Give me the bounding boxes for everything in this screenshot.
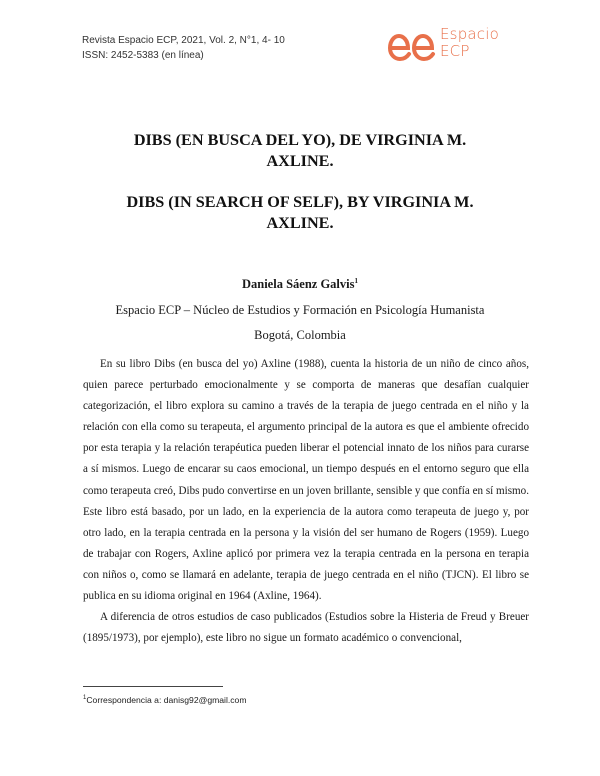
title-spanish [80,130,520,172]
ee-logo-mark-icon [388,31,438,65]
title-english-line-2: AXLINE. [266,214,334,232]
affiliation-location: Bogotá, Colombia [254,328,346,342]
espacio-ecp-logo [388,26,528,70]
logo-line-1: Espacio [440,25,499,43]
footnote-text: Correspondencia a: danisg92@gmail.com [86,695,247,705]
title-english-line-1: DIBS (IN SEARCH OF SELF), BY VIRGINIA M. [126,193,474,211]
paragraph: A diferencia de otros estudios de caso publicados (Estudios sobre la Histeria de Freud y Breuer (1895/1973), por ejemplo), este libro no sigue un formato académico o convencional, [83,611,529,645]
journal-citation: Revista Espacio ECP, 2021, Vol. 2, N°1, 4- 10 [82,35,285,46]
title-spanish-line-2: AXLINE. [266,152,334,170]
footnote [83,695,247,705]
footnote-mark: 1 [83,695,87,702]
logo-line-2: ECP [440,42,470,60]
author-name-text: Daniela Sáenz Galvis [241,277,355,292]
body-text [83,354,529,649]
footnote-divider [83,686,223,687]
author-name [80,277,520,292]
journal-header [82,33,285,63]
paragraph: En su libro Dibs (en busca del yo) Axline (1988), cuenta la historia de un niño de cinco años, quien parece perturbado emocionalmente y se comporta de maneras que desafían cualquier categorización, el libro explora su camino a través de la terapia de juego centrada en el niño y la relación con ella como su terapeuta, el argumento principal de la autora es que el ambiente ofrecido por esta terapia y la relación terapéutica pueden liberar el potencial innato de los niños para curarse a sí mismos. Luego de encarar su caos emocional, un tiempo después en el entorno seguro que ella como terapeuta creó, Dibs pudo convertirse en un joven brillante, sensible y que confía en sí mismo. Este libro está basado, por un lado, en la experiencia de la autora como terapeuta de juego y, por otro lado, en la terapia centrada en la persona y la visión del ser humano de Rogers (1959). Luego de trabajar con Rogers, Axline aplicó por primera vez la terapia centrada en la persona en terapia con niños o, como se llamará en adelante, terapia de juego centrada en el niño (TJCN). El libro se publica en su idioma original en 1964 (Axline, 1964). [83,358,529,603]
title-spanish-line-1: DIBS (EN BUSCA DEL YO), DE VIRGINIA M. [133,131,467,149]
affiliation-institution: Espacio ECP – Núcleo de Estudios y Formación en Psicología Humanista [115,303,485,317]
author-footnote-mark[interactable]: 1 [354,277,358,285]
logo-wordmark [440,26,499,60]
title-english [80,192,520,234]
journal-issn: ISSN: 2452-5383 (en línea) [82,50,204,61]
